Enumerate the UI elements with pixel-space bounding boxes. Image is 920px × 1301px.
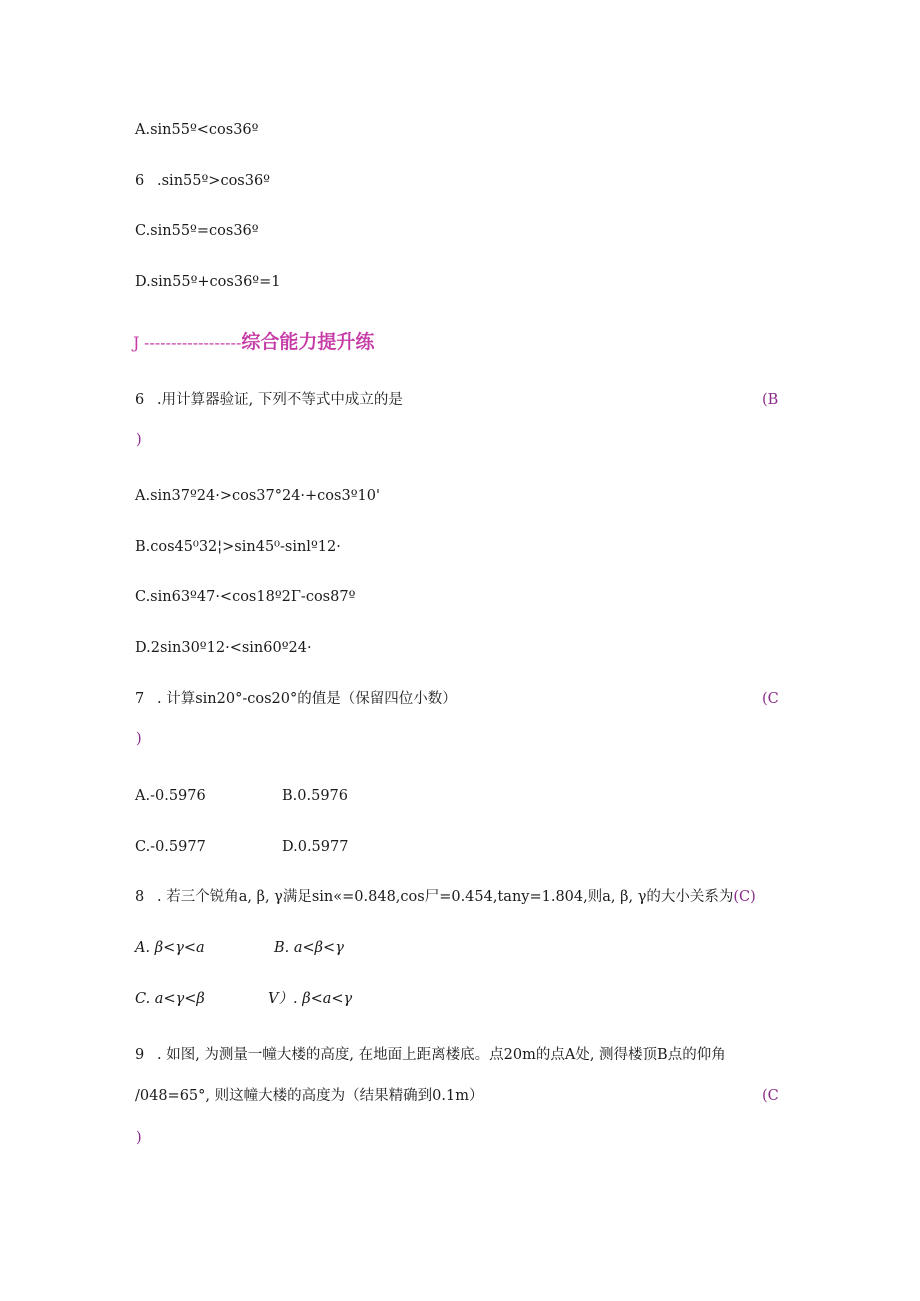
q6-stem (135, 390, 403, 410)
section-dashes: ------------------ (144, 333, 242, 352)
q6-option-b: B.cos45⁰32¦>sin45⁰-sinlº12· (135, 539, 341, 555)
section-header (133, 330, 374, 356)
q5-option-b-text: .sin55º>cos36º (157, 173, 271, 189)
q6-option-d: D.2sin30º12·<sin60º24· (135, 640, 312, 656)
q8-option-a: A. β<γ<a (135, 940, 205, 956)
q9-number: 9 (135, 1047, 145, 1063)
q9-stem-line-1 (135, 1045, 726, 1065)
section-marker: J (133, 333, 140, 352)
q7-answer: (C (762, 691, 779, 707)
q8-option-c: C. a<γ<β (135, 991, 205, 1007)
q5-option-c: C.sin55º=cos36º (135, 223, 259, 239)
q9-stem-text-1: . 如图, 为测量一幢大楼的高度, 在地面上距离楼底。点20m的点A处, 测得楼顶B点的仰角 (157, 1047, 726, 1063)
q7-answer-close: ) (136, 731, 142, 747)
q6-option-a: A.sin37º24·>cos37°24·+cos3º10' (135, 488, 380, 504)
q8-number: 8 (135, 889, 145, 905)
q5-option-b-number: 6 (135, 173, 145, 189)
q6-answer: (B (762, 392, 779, 408)
q7-option-c: C.-0.5977 (135, 839, 206, 855)
q7-number: 7 (135, 691, 145, 707)
q6-number: 6 (135, 392, 145, 408)
q8-stem-text: . 若三个锐角a, β, γ满足sin«=0.848,cos尸=0.454,tany=1.804,则a, β, γ的大小关系为 (157, 889, 734, 905)
q7-option-row-1 (135, 786, 206, 806)
q6-answer-close: ) (136, 432, 142, 448)
section-title: 综合能力提升练 (241, 331, 375, 353)
q8-stem (135, 887, 756, 907)
q7-stem-text: . 计算sin20°-cos20°的值是（保留四位小数） (157, 691, 457, 707)
q6-option-c: C.sin63º47·<cos18º2Γ-cos87º (135, 589, 356, 605)
q7-stem (135, 689, 457, 709)
q7-option-a: A.-0.5976 (135, 788, 206, 804)
q8-option-d: V）. β<a<γ (268, 991, 353, 1007)
q6-stem-text: .用计算器验证, 下列不等式中成立的是 (157, 392, 403, 408)
q8-answer: (C) (733, 889, 756, 905)
q5-option-a: A.sin55º<cos36º (135, 122, 259, 138)
q8-option-b: B. a<β<γ (274, 940, 344, 956)
q9-answer-close: ) (136, 1130, 142, 1146)
q9-answer: (C (762, 1088, 779, 1104)
q5-option-b (135, 171, 270, 191)
q7-option-d: D.0.5977 (282, 839, 349, 855)
q9-stem-line-2: /048=65°, 则这幢大楼的高度为（结果精确到0.1m） (135, 1088, 484, 1104)
q5-option-d: D.sin55º+cos36º=1 (135, 274, 281, 290)
q7-option-b: B.0.5976 (282, 788, 349, 804)
